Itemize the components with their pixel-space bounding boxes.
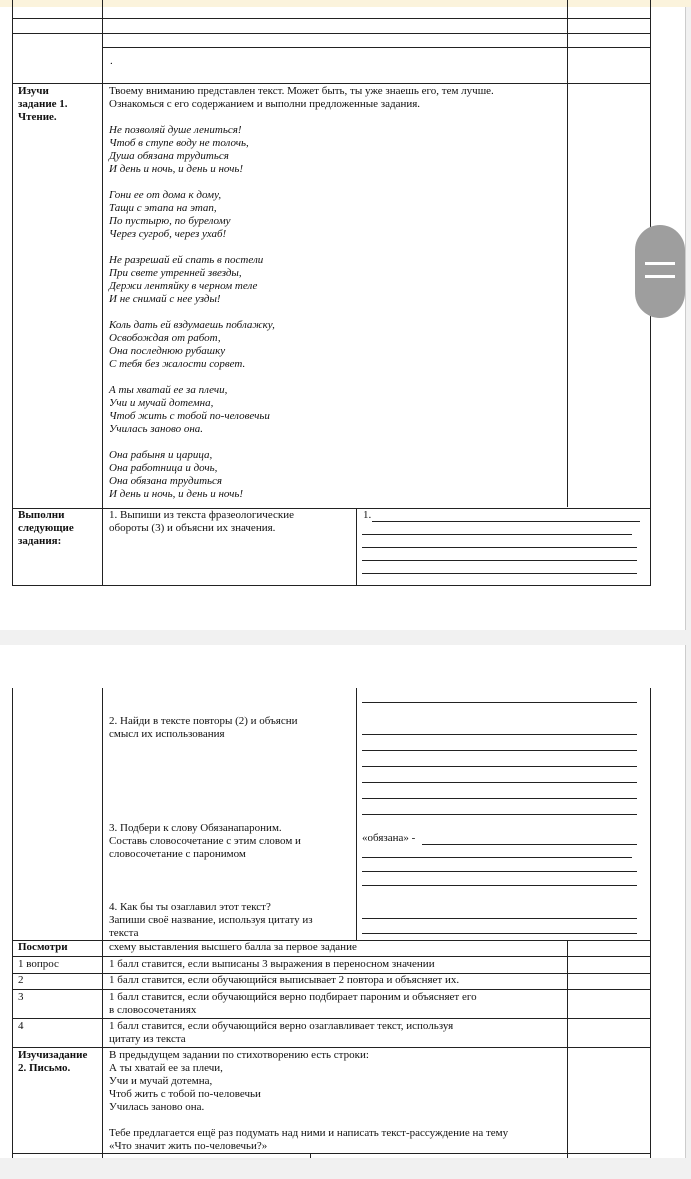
scoring-label-4: 4 — [18, 1020, 24, 1032]
task1-label: Изучи задание 1. Чтение. — [18, 85, 68, 123]
task2-label: Изучизадание 2. Письмо. — [18, 1049, 88, 1074]
document-page-2 — [0, 645, 686, 1158]
intro-text: Твоему вниманию представлен текст. Может быть, ты уже знаешь его, тем лучше. Ознакомься с его содержанием и выполни предложенные задания. — [109, 85, 494, 110]
question-4: 4. Как бы ты озаглавил этот текст? Запиши своё название, используя цитату из текста — [109, 901, 313, 939]
scoring-label-2: 2 — [18, 974, 24, 986]
do-tasks-label: Выполни следующие задания: — [18, 509, 74, 547]
scoring-text-0: схему выставления высшего балла за первое задание — [109, 941, 357, 953]
scoring-label-1: 1 вопрос — [18, 958, 59, 970]
question-1: 1. Выпиши из текста фразеологические обороты (3) и объясни их значения. — [109, 509, 294, 534]
scoring-label-3: 3 — [18, 991, 24, 1003]
scoring-text-2: 1 балл ставится, если обучающийся выписывает 2 повтора и объясняет их. — [109, 974, 460, 986]
question-3: 3. Подбери к слову Обязанапароним. Составь словосочетание с этим словом и словосочетание с паронимом — [109, 822, 301, 860]
scoring-label-0: Посмотри — [18, 941, 68, 953]
answer-1-prefix: 1. — [363, 509, 372, 521]
scroll-handle[interactable] — [635, 225, 685, 318]
document-page-1 — [0, 7, 686, 630]
scoring-text-4: 1 балл ставится, если обучающийся верно озаглавливает текст, используя цитату из текста — [109, 1020, 454, 1045]
poem: Не позволяй душе лениться! Чтоб в ступе воду не толочь, Душа обязана трудиться И день и ночь, и день и ночь! Гони ее от дома к дому, Тащи с этапа на этап, По пустырю, по бурелому Через сугроб, через ухаб! Не разрешай ей спать в постели При свете утренней звезды, Держи лентяйку в черном теле И не снимай с нее узды! Коль дать ей вздумаешь поблажку, Освобождая от работ, Она последнюю рубашку С тебя без жалости сорвет. А ты хватай ее за плечи, Учи и мучай дотемна, Чтоб жить с тобой по-человечьи Училась заново она. Она рабыня и царица, Она работница и дочь, Она обязана трудиться И день и ночь, и день и ночь! — [109, 124, 275, 500]
answer-3-prefix: «обязана» - — [362, 832, 416, 844]
dot: . — [110, 55, 113, 67]
scoring-text-1: 1 балл ставится, если выписаны 3 выражения в переносном значении — [109, 958, 435, 970]
question-2: 2. Найди в тексте повторы (2) и объясни смысл их использования — [109, 715, 298, 740]
task2-text: В предыдущем задании по стихотворению есть строки: А ты хватай ее за плечи, Учи и мучай дотемна, Чтоб жить с тобой по-человечьи Училась заново она. Тебе предлагается ещё раз подумать над ними и написать текст-рассуждение на тему «Что значит жить по-человечьи?» — [109, 1049, 509, 1152]
scoring-text-3: 1 балл ставится, если обучающийся верно подбирает пароним и объясняет его в словосочетаниях — [109, 991, 477, 1016]
